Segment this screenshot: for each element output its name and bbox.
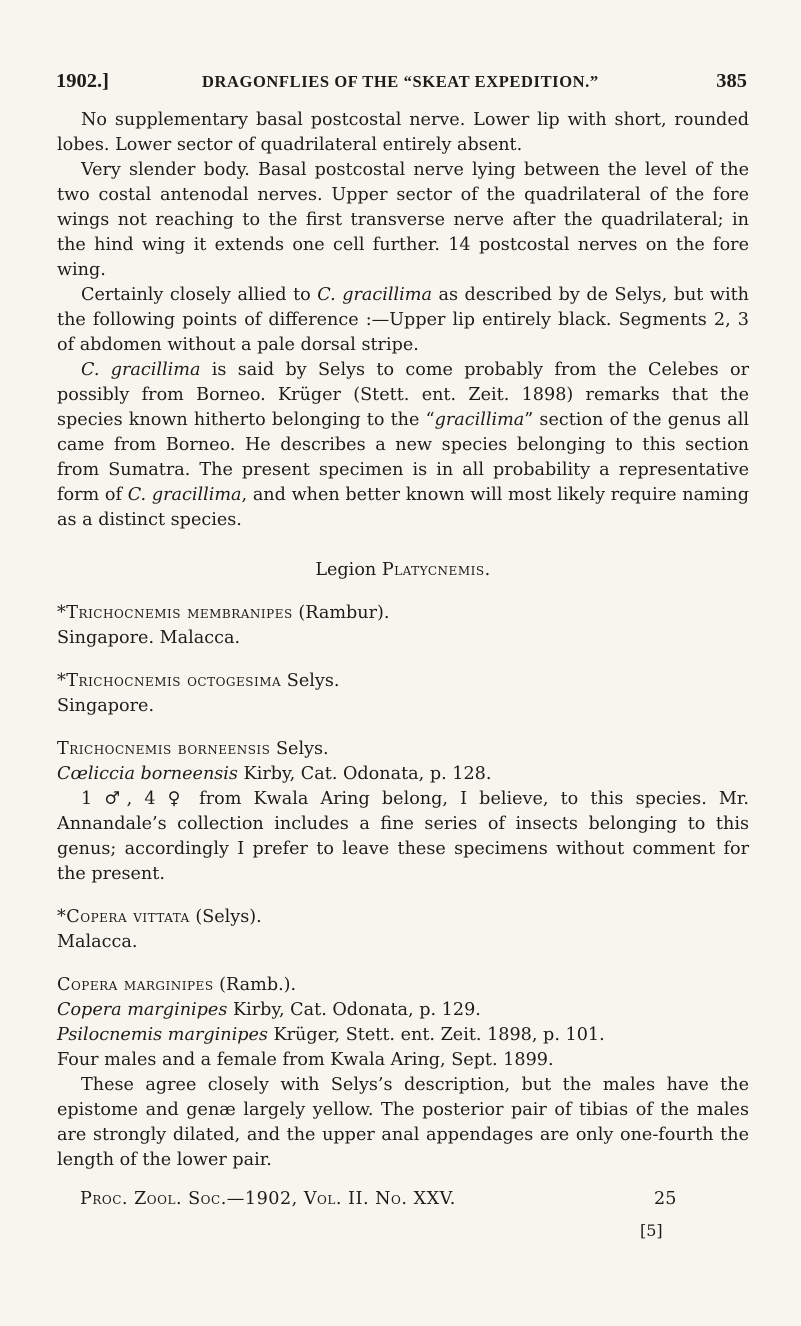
spacer (57, 651, 749, 669)
text: , and when better known will most likely require naming as a distinct species. (57, 485, 749, 530)
header-page-number: 385 (716, 70, 747, 92)
species-title: *Trichocnemis octogesima (57, 671, 282, 691)
species-description: These agree closely with Selys’s description, but the males have the epistome and genæ largely yellow. The posterior pair of tibias of the males are strongly dilated, and the upper anal appendages are only one-fourth the length of the lower pair. (57, 1075, 749, 1170)
species-heading (57, 601, 749, 626)
header-title: DRAGONFLIES OF THE “SKEAT EXPEDITION.” (202, 72, 599, 91)
main-text (57, 108, 749, 1173)
sheet-number: 25 (654, 1189, 677, 1209)
synonym-name: Copera marginipes (57, 1000, 228, 1020)
synonym-line (57, 762, 749, 787)
synonym-name: Psilocnemis marginipes (57, 1025, 268, 1045)
legion-name: Platycnemis. (381, 560, 491, 580)
species-heading (57, 669, 749, 694)
text: is said by Selys to come probably from the Celebes or possibly from Borneo. Krüger (Stett. ent. Zeit. 1898) remarks that the species known hitherto belonging to the “ (57, 360, 749, 430)
species-title: *Copera vittata (57, 907, 190, 927)
species-author: (Rambur). (292, 603, 390, 623)
text: as described by de Selys, but with the following points of difference :—Upper lip entirely black. Segments 2, 3 of abdomen without a pale dorsal stripe. (57, 285, 749, 355)
spacer (57, 583, 749, 601)
species-author: (Ramb.). (213, 975, 297, 995)
synonym-reference: Krüger, Stett. ent. Zeit. 1898, p. 101. (267, 1025, 605, 1045)
signature-mark: [5] (640, 1221, 663, 1240)
species-locality: Singapore. (57, 696, 155, 716)
synonym-reference: Kirby, Cat. Odonata, p. 128. (237, 764, 492, 784)
species-author: Selys. (270, 739, 329, 759)
species-author: (Selys). (189, 907, 262, 927)
text: ” section of the genus all came from Borneo. He describes a new species belonging to this section from Sumatra. The present specimen is in all probability a representative form of (57, 410, 749, 505)
species-title: Copera marginipes (57, 975, 214, 995)
synonym-name: Cœliccia borneensis (57, 764, 238, 784)
synonym-reference: Kirby, Cat. Odonata, p. 129. (227, 1000, 481, 1020)
species-heading (57, 737, 749, 762)
text: Certainly closely allied to (81, 285, 318, 305)
species-locality: Four males and a female from Kwala Aring, Sept. 1899. (57, 1050, 554, 1070)
spacer (57, 955, 749, 973)
species-description: 1 ♂, 4 ♀ from Kwala Aring belong, I believe, to this species. Mr. Annandale’s collection includes a fine series of insects belonging to this genus; accordingly I prefer to leave these specimens without comment for the present. (57, 789, 749, 884)
page-footer (80, 1189, 760, 1209)
species-name: C. gracillima (81, 360, 201, 380)
running-header (56, 70, 747, 98)
journal-citation: Proc. Zool. Soc.—1902, Vol. II. No. XXV. (80, 1189, 456, 1209)
species-locality: Singapore. Malacca. (57, 628, 241, 648)
species-title: *Trichocnemis membranipes (57, 603, 293, 623)
spacer (57, 719, 749, 737)
species-locality: Malacca. (57, 932, 138, 952)
species-heading (57, 973, 749, 998)
spacer (57, 887, 749, 905)
paragraph-2: Very slender body. Basal postcostal nerve lying between the level of the two costal antenodal nerves. Upper sector of the quadrilateral of the fore wings not reaching to the first transverse nerve after the quadrilateral; in the hind wing it extends one cell further. 14 postcostal nerves on the fore wing. (57, 160, 749, 280)
species-author: Selys. (281, 671, 340, 691)
species-name: gracillima (434, 410, 525, 430)
legion-prefix: Legion (315, 560, 382, 580)
species-name: C. gracillima (317, 285, 432, 305)
paragraph-3 (57, 283, 749, 358)
species-title: Trichocnemis borneensis (57, 739, 271, 759)
species-name: C. gracillima (127, 485, 242, 505)
header-year: 1902.] (56, 70, 109, 92)
synonym-line (57, 1023, 749, 1048)
species-heading (57, 905, 749, 930)
paragraph-1: No supplementary basal postcostal nerve. Lower lip with short, rounded lobes. Lower sector of quadrilateral entirely absent. (57, 110, 749, 155)
legion-heading (57, 558, 749, 583)
spacer (57, 533, 749, 558)
synonym-line (57, 998, 749, 1023)
paragraph-4 (57, 358, 749, 533)
